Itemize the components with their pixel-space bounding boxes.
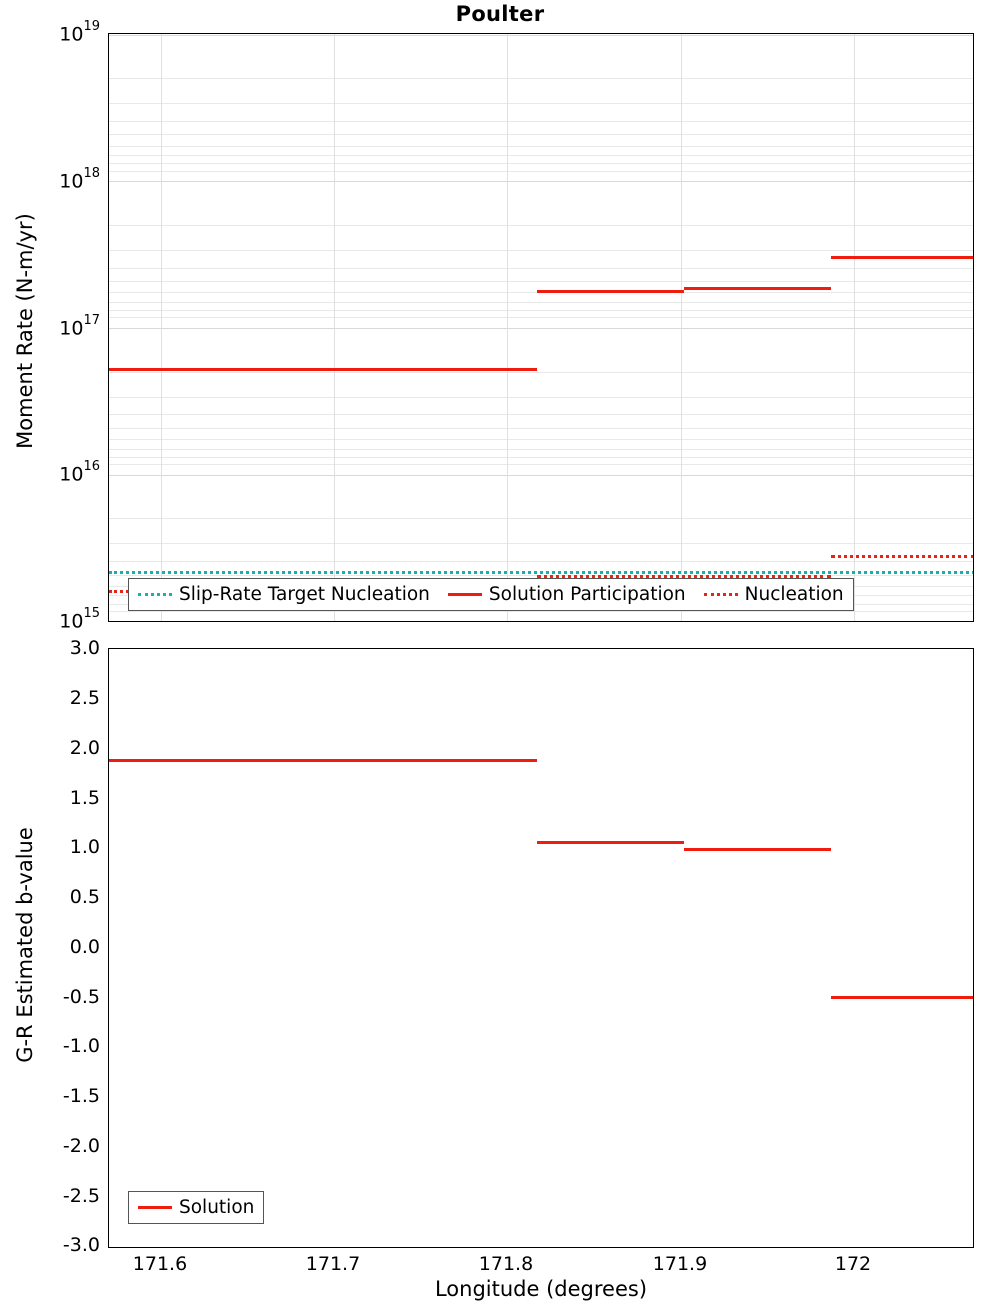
legend-line-icon-nucleation xyxy=(704,593,738,596)
legend-label-nucleation: Nucleation xyxy=(744,584,844,605)
ytick-label-bottom-5: 0.5 xyxy=(69,886,100,908)
ytick-label-bottom-4: 1.0 xyxy=(69,836,100,858)
ytick-label-bottom-6: 0.0 xyxy=(69,936,100,958)
nucleation-segment-3 xyxy=(831,555,974,558)
solution-participation-segment-2 xyxy=(537,290,684,293)
solution-participation-segment-1 xyxy=(109,368,537,371)
ytick-label-bottom-9: -1.5 xyxy=(62,1085,100,1107)
b-value-segment-1 xyxy=(109,759,537,762)
ytick-label-bottom-1: 2.5 xyxy=(69,687,100,709)
ytick-label-top-3: $10^{16}$ xyxy=(59,459,100,486)
ytick-label-bottom-7: -0.5 xyxy=(62,986,100,1008)
xtick-label-2: 171.8 xyxy=(478,1253,534,1275)
legend-entry-slip-rate-target-nucleation xyxy=(138,584,430,605)
ytick-label-bottom-10: -2.0 xyxy=(62,1135,100,1157)
ytick-exponent-top-4: 15 xyxy=(83,606,100,621)
ytick-label-bottom-2: 2.0 xyxy=(69,737,100,759)
b-value-segment-3 xyxy=(684,848,831,851)
ytick-exponent-top-1: 18 xyxy=(83,166,100,181)
b-value-segment-4 xyxy=(831,996,974,999)
xtick-label-1: 171.7 xyxy=(305,1253,361,1275)
moment-rate-legend xyxy=(128,578,854,611)
longitude-axis-title: Longitude (degrees) xyxy=(434,1277,648,1301)
ytick-label-top-1: $10^{18}$ xyxy=(59,166,100,193)
b-value-legend xyxy=(128,1191,264,1224)
ytick-label-bottom-3: 1.5 xyxy=(69,787,100,809)
legend-label-slip-rate-target-nucleation: Slip-Rate Target Nucleation xyxy=(179,584,430,605)
solution-participation-segment-4 xyxy=(831,256,974,259)
ytick-label-bottom-12: -3.0 xyxy=(62,1234,100,1256)
xtick-label-0: 171.6 xyxy=(132,1253,188,1275)
xtick-label-4: 172 xyxy=(834,1253,872,1275)
legend-line-icon-slip-rate-target-nucleation xyxy=(138,593,172,596)
legend-line-icon-solution-participation xyxy=(448,593,482,596)
ytick-label-top-4: $10^{15}$ xyxy=(59,606,100,633)
moment-rate-plot-area xyxy=(108,33,974,622)
legend-label-solution-participation: Solution Participation xyxy=(488,584,686,605)
page-title: Poulter xyxy=(455,2,545,26)
ytick-exponent-top-3: 16 xyxy=(83,459,100,474)
ytick-label-bottom-11: -2.5 xyxy=(62,1185,100,1207)
ytick-label-top-0: $10^{19}$ xyxy=(59,19,100,46)
legend-line-icon-solution xyxy=(138,1206,172,1209)
ytick-label-bottom-0: 3.0 xyxy=(69,637,100,659)
b-value-plot-area xyxy=(108,648,974,1248)
ytick-label-top-2: $10^{17}$ xyxy=(59,313,100,340)
b-value-axis-title: G-R Estimated b-value xyxy=(13,827,37,1063)
solution-participation-segment-3 xyxy=(684,287,831,290)
legend-entry-solution-participation xyxy=(448,584,686,605)
legend-entry-solution xyxy=(138,1197,254,1218)
ytick-exponent-top-0: 19 xyxy=(83,19,100,34)
slip-rate-target-nucleation-segment xyxy=(109,571,974,574)
moment-rate-axis-title: Moment Rate (N-m/yr) xyxy=(13,213,37,449)
legend-entry-nucleation xyxy=(704,584,844,605)
xtick-label-3: 171.9 xyxy=(652,1253,708,1275)
legend-label-solution: Solution xyxy=(179,1197,255,1218)
ytick-exponent-top-2: 17 xyxy=(83,313,100,328)
b-value-segment-2 xyxy=(537,841,684,844)
ytick-label-bottom-8: -1.0 xyxy=(62,1035,100,1057)
